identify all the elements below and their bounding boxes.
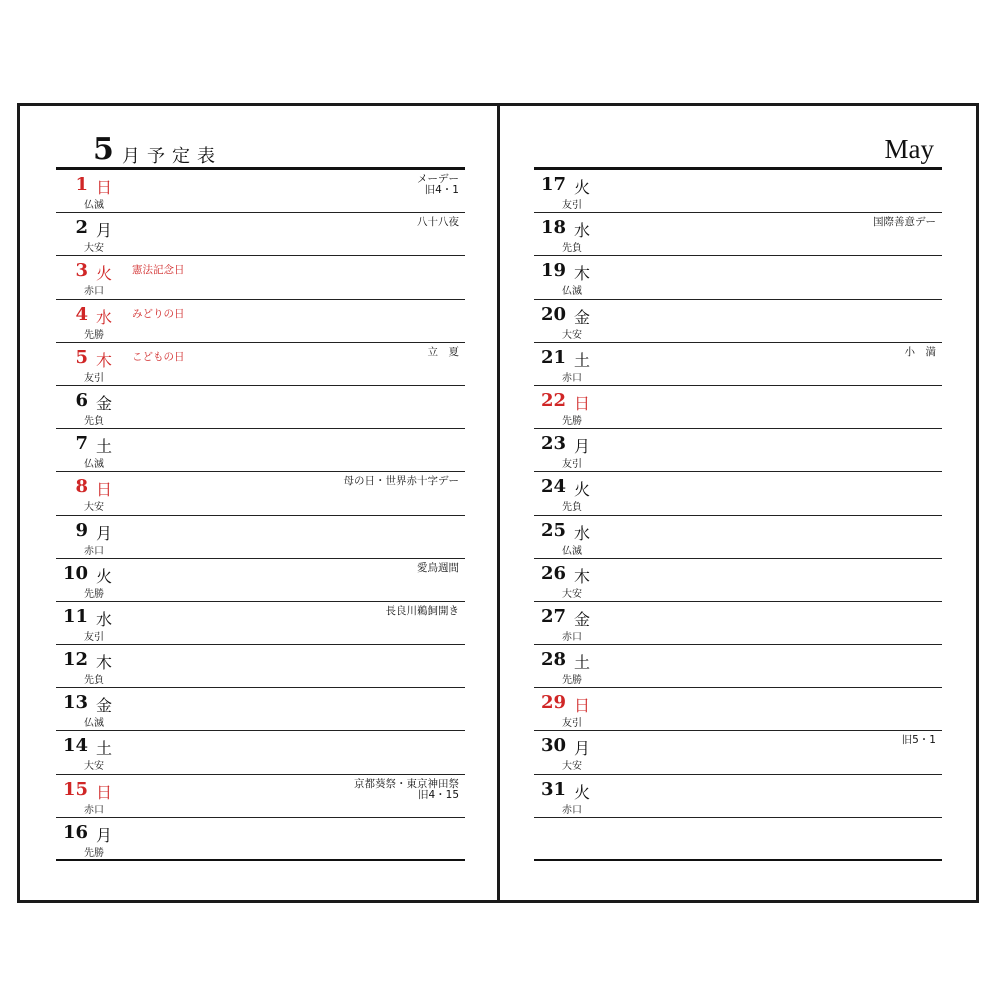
holiday-label: こどもの日 [132, 350, 185, 363]
rokuyo-label: 友引 [562, 200, 582, 211]
day-row[interactable] [534, 688, 942, 731]
day-number: 18 [540, 217, 566, 239]
day-row[interactable] [56, 343, 465, 386]
day-number: 15 [62, 778, 88, 800]
day-of-week: 金 [96, 696, 113, 716]
day-row[interactable] [56, 688, 465, 731]
rokuyo-label: 仏滅 [84, 718, 104, 730]
holiday-label: みどりの日 [132, 307, 185, 320]
day-of-week: 土 [96, 437, 113, 457]
day-of-week: 日 [574, 696, 591, 716]
day-row[interactable] [56, 472, 465, 515]
day-of-week: 月 [96, 523, 113, 543]
day-row[interactable] [56, 645, 465, 688]
event-note-line: 国際善意デー [873, 216, 936, 229]
day-number: 23 [540, 433, 566, 455]
day-number: 16 [62, 821, 88, 843]
day-number: 10 [62, 562, 88, 584]
day-of-week: 日 [574, 393, 591, 413]
event-note [386, 606, 460, 617]
day-row[interactable] [56, 429, 465, 472]
rokuyo-label: 赤口 [84, 804, 104, 816]
rokuyo-label: 先負 [562, 502, 582, 514]
event-note [905, 347, 937, 358]
rokuyo-label: 赤口 [84, 286, 104, 298]
event-note-line: 八十八夜 [417, 216, 459, 229]
month-number: 5 [93, 132, 114, 167]
day-of-week: 水 [96, 609, 113, 629]
day-of-week: 日 [96, 782, 113, 802]
day-of-week: 月 [574, 437, 591, 457]
day-of-week: 火 [574, 480, 591, 500]
day-row[interactable] [534, 300, 942, 343]
day-of-week: 火 [574, 178, 591, 197]
event-note-line: メーデー [417, 173, 459, 185]
holiday-label: 憲法記念日 [132, 264, 185, 277]
day-row[interactable] [534, 472, 942, 515]
day-row[interactable] [56, 775, 465, 818]
rokuyo-label: 先負 [562, 243, 582, 255]
right-page-header [534, 134, 942, 170]
day-row[interactable] [56, 818, 465, 861]
day-number: 7 [75, 433, 88, 455]
rokuyo-label: 友引 [84, 372, 104, 384]
day-number: 19 [540, 260, 566, 282]
lunar-date-note: 旧4・15 [417, 788, 459, 801]
page-title: 月予定表 [122, 146, 222, 167]
day-number: 2 [75, 217, 88, 239]
day-of-week: 火 [96, 264, 113, 284]
right-day-list [534, 170, 942, 861]
day-number: 6 [75, 389, 88, 411]
day-row[interactable] [534, 429, 942, 472]
rokuyo-label: 仏滅 [562, 545, 582, 557]
day-of-week: 土 [574, 350, 591, 370]
rokuyo-label: 友引 [562, 718, 582, 730]
rokuyo-label: 友引 [84, 631, 104, 643]
event-note [354, 779, 459, 801]
day-of-week: 木 [96, 350, 113, 370]
book-spine [497, 103, 500, 903]
rokuyo-label: 友引 [562, 459, 582, 471]
day-row[interactable] [56, 559, 465, 602]
left-page-header [56, 134, 465, 170]
rokuyo-label: 大安 [84, 761, 104, 773]
day-of-week: 日 [96, 178, 113, 197]
rokuyo-label: 仏滅 [84, 459, 104, 471]
left-day-list [56, 170, 465, 861]
day-number: 22 [540, 389, 566, 411]
day-number: 24 [540, 476, 566, 498]
day-number: 8 [75, 476, 88, 498]
day-number: 3 [75, 260, 88, 282]
rokuyo-label: 大安 [84, 243, 104, 255]
event-note [417, 563, 459, 574]
rokuyo-label: 先負 [84, 675, 104, 687]
day-number: 1 [75, 174, 88, 195]
day-number: 27 [540, 605, 566, 627]
day-number: 31 [540, 778, 566, 800]
day-number: 13 [62, 692, 88, 714]
event-note-line: 長良川鵜飼開き [385, 604, 459, 617]
rokuyo-label: 先勝 [84, 847, 104, 859]
rokuyo-label: 仏滅 [562, 286, 582, 298]
rokuyo-label: 大安 [562, 588, 582, 600]
rokuyo-label: 赤口 [562, 804, 582, 816]
event-note-line: 小 満 [904, 345, 936, 358]
day-number: 25 [540, 519, 566, 541]
event-note-line: 母の日・世界赤十字デー [343, 475, 459, 488]
day-row[interactable] [534, 213, 942, 256]
day-row[interactable] [56, 256, 465, 299]
event-note-line: 旧5・1 [901, 734, 936, 747]
rokuyo-label: 大安 [84, 502, 104, 514]
day-number: 28 [540, 649, 566, 671]
day-number: 5 [75, 346, 88, 368]
event-note [344, 476, 460, 487]
event-note-line: 京都葵祭・東京神田祭 [354, 777, 459, 790]
rokuyo-label: 赤口 [562, 631, 582, 643]
event-note [873, 217, 936, 228]
rokuyo-label: 赤口 [562, 372, 582, 384]
day-number: 14 [62, 735, 88, 757]
day-row[interactable] [534, 559, 942, 602]
day-number: 20 [540, 303, 566, 325]
day-of-week: 金 [574, 609, 591, 629]
english-month-title: May [884, 134, 934, 164]
day-number: 21 [540, 346, 566, 368]
rokuyo-label: 先勝 [84, 329, 104, 341]
day-of-week: 水 [574, 523, 591, 543]
day-number: 12 [62, 649, 88, 671]
day-row[interactable] [56, 213, 465, 256]
rokuyo-label: 大安 [562, 329, 582, 341]
event-note [417, 217, 459, 228]
day-row[interactable] [534, 516, 942, 559]
day-of-week: 金 [574, 307, 591, 327]
day-of-week: 金 [96, 393, 113, 413]
day-number: 9 [75, 519, 88, 541]
day-number: 11 [62, 605, 88, 627]
day-row[interactable] [56, 300, 465, 343]
day-number: 17 [540, 174, 566, 195]
day-number: 4 [75, 303, 88, 325]
rokuyo-label: 先負 [84, 415, 104, 427]
day-of-week: 月 [574, 739, 591, 759]
rokuyo-label: 仏滅 [84, 200, 104, 211]
day-of-week: 木 [574, 566, 591, 586]
day-number: 30 [540, 735, 566, 757]
lunar-date-note: 旧4・1 [424, 184, 459, 196]
day-row[interactable] [56, 731, 465, 774]
rokuyo-label: 先勝 [562, 415, 582, 427]
event-note [428, 347, 460, 358]
day-row[interactable] [56, 386, 465, 429]
day-row[interactable] [534, 343, 942, 386]
event-note [902, 735, 936, 746]
day-of-week: 日 [96, 480, 113, 500]
day-of-week: 木 [574, 264, 591, 284]
rokuyo-label: 先勝 [84, 588, 104, 600]
event-note [417, 174, 459, 196]
day-row[interactable] [56, 170, 465, 213]
event-note-line: 愛鳥週間 [417, 561, 459, 574]
event-note-line: 立 夏 [427, 345, 459, 358]
day-row[interactable] [534, 775, 942, 818]
day-row[interactable] [56, 602, 465, 645]
rokuyo-label: 赤口 [84, 545, 104, 557]
day-number: 26 [540, 562, 566, 584]
day-of-week: 火 [574, 782, 591, 802]
day-row[interactable] [534, 602, 942, 645]
day-of-week: 水 [574, 221, 591, 241]
day-of-week: 土 [574, 653, 591, 673]
day-of-week: 火 [96, 566, 113, 586]
day-row[interactable] [534, 256, 942, 299]
day-row[interactable] [534, 645, 942, 688]
day-row[interactable] [534, 731, 942, 774]
day-number: 29 [540, 692, 566, 714]
day-of-week: 水 [96, 307, 113, 327]
day-of-week: 土 [96, 739, 113, 759]
day-of-week: 月 [96, 221, 113, 241]
rokuyo-label: 先勝 [562, 675, 582, 687]
day-of-week: 月 [96, 825, 113, 845]
rokuyo-label: 大安 [562, 761, 582, 773]
day-row[interactable] [534, 170, 942, 213]
day-row[interactable] [56, 516, 465, 559]
day-of-week: 木 [96, 653, 113, 673]
day-row[interactable] [534, 386, 942, 429]
blank-row[interactable] [534, 818, 942, 861]
